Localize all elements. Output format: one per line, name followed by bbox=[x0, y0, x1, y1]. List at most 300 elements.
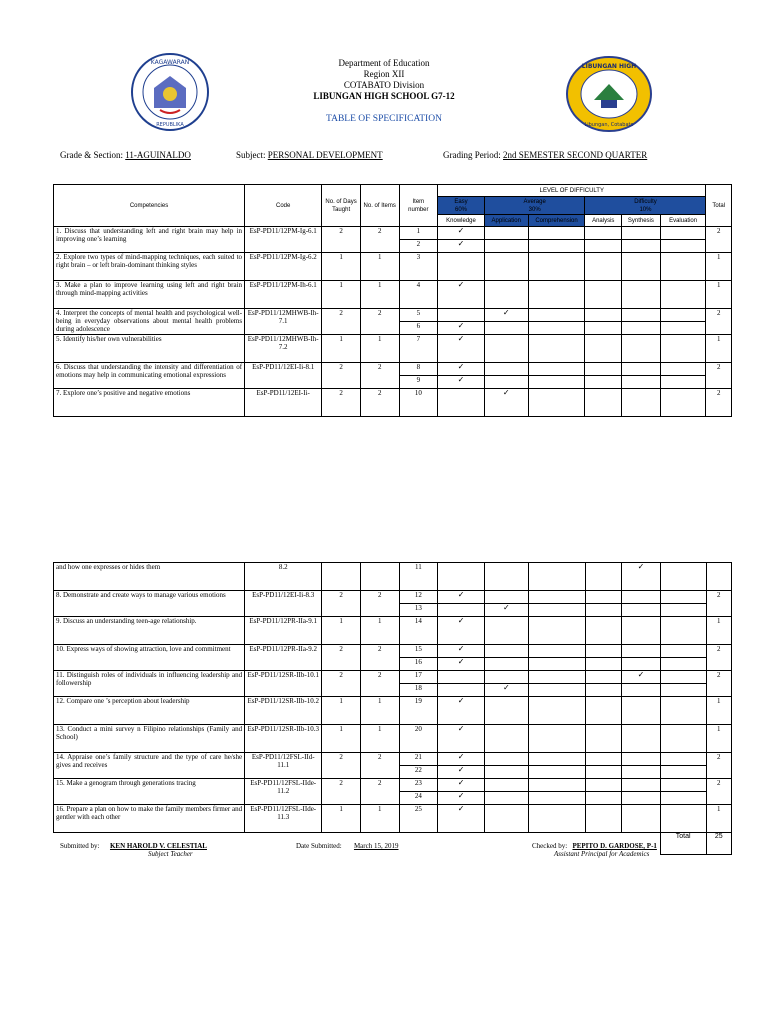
level-cell bbox=[484, 725, 528, 753]
level-cell bbox=[622, 617, 661, 645]
item-number: 12 bbox=[399, 591, 438, 604]
table-row bbox=[54, 281, 732, 309]
level-cell bbox=[438, 684, 485, 697]
competency-text: 2. Explore two types of mind-mapping techniques, each suited to right brain – or left brain-dominant thinking styles bbox=[54, 253, 245, 281]
check-mark: ✓ bbox=[438, 240, 485, 253]
col-average: Average 30% bbox=[484, 197, 585, 215]
level-cell bbox=[622, 792, 661, 805]
competency-text: 8. Demonstrate and create ways to manage various emotions bbox=[54, 591, 245, 617]
level-cell bbox=[660, 363, 706, 376]
col-items: No. of Items bbox=[360, 185, 399, 227]
table-row bbox=[54, 805, 732, 833]
competency-text: 11. Distinguish roles of individuals in influencing leadership and followership bbox=[54, 671, 245, 697]
competency-code: EsP-PD11/12FSL-IId-11.1 bbox=[245, 753, 322, 779]
check-mark: ✓ bbox=[438, 281, 485, 309]
level-cell bbox=[660, 604, 706, 617]
days-taught: 1 bbox=[322, 253, 361, 281]
col-days: No. of Days Taught bbox=[322, 185, 361, 227]
level-cell bbox=[660, 645, 706, 658]
competency-text: 1. Discuss that understanding left and right brain may help in improving one’s learning bbox=[54, 227, 245, 253]
level-cell bbox=[528, 697, 585, 725]
item-number: 23 bbox=[399, 779, 438, 792]
level-cell bbox=[484, 363, 528, 376]
num-items: 1 bbox=[360, 281, 399, 309]
item-number: 19 bbox=[399, 697, 438, 725]
days-taught: 2 bbox=[322, 753, 361, 779]
check-mark: ✓ bbox=[438, 591, 485, 604]
competency-code: EsP-PD11/12EI-Ii-8.1 bbox=[245, 363, 322, 389]
document-title: TABLE OF SPECIFICATION bbox=[326, 114, 442, 124]
level-cell bbox=[660, 563, 706, 591]
item-number: 8 bbox=[399, 363, 438, 376]
level-cell bbox=[528, 389, 585, 417]
spec-table-part1 bbox=[53, 184, 732, 417]
level-cell bbox=[585, 697, 622, 725]
competency-code: EsP-PD11/12PM-Ig-6.1 bbox=[245, 227, 322, 253]
item-number: 10 bbox=[399, 389, 438, 417]
num-items: 1 bbox=[360, 725, 399, 753]
level-cell bbox=[622, 309, 661, 322]
level-cell bbox=[528, 363, 585, 376]
check-mark: ✓ bbox=[484, 684, 528, 697]
level-cell bbox=[622, 684, 661, 697]
level-cell bbox=[585, 684, 622, 697]
item-number: 5 bbox=[399, 309, 438, 322]
dept-name: Department of Education bbox=[338, 58, 430, 68]
level-cell bbox=[660, 591, 706, 604]
competency-code: EsP-PD11/12SR-IIb-10.2 bbox=[245, 697, 322, 725]
level-cell bbox=[622, 753, 661, 766]
level-cell bbox=[585, 322, 622, 335]
competency-code: EsP-PD11/12SR-IIb-10.3 bbox=[245, 725, 322, 753]
level-cell bbox=[528, 281, 585, 309]
level-cell bbox=[484, 753, 528, 766]
level-cell bbox=[585, 563, 622, 591]
competency-text: 9. Discuss an understanding teen-age relationship. bbox=[54, 617, 245, 645]
num-items: 2 bbox=[360, 591, 399, 617]
check-mark: ✓ bbox=[438, 779, 485, 792]
level-cell bbox=[528, 779, 585, 792]
level-cell bbox=[528, 645, 585, 658]
competency-code: EsP-PD11/12FSL-IIde-11.2 bbox=[245, 779, 322, 805]
check-mark: ✓ bbox=[438, 792, 485, 805]
level-cell bbox=[484, 805, 528, 833]
level-cell bbox=[585, 389, 622, 417]
table-row bbox=[54, 335, 732, 363]
item-number: 21 bbox=[399, 753, 438, 766]
level-cell bbox=[528, 322, 585, 335]
level-cell bbox=[438, 604, 485, 617]
subject: Subject: PERSONAL DEVELOPMENT bbox=[236, 150, 383, 160]
level-cell bbox=[585, 363, 622, 376]
competency-code: EsP-PD11/12SR-IIb-10.1 bbox=[245, 671, 322, 697]
level-cell bbox=[660, 389, 706, 417]
competency-code: EsP-PD11/12FSL-IIde-11.3 bbox=[245, 805, 322, 833]
days-taught: 2 bbox=[322, 389, 361, 417]
level-cell bbox=[528, 792, 585, 805]
level-cell bbox=[484, 253, 528, 281]
level-cell bbox=[660, 309, 706, 322]
level-cell bbox=[484, 563, 528, 591]
period-value: 2nd SEMESTER SECOND QUARTER bbox=[503, 150, 648, 160]
check-mark: ✓ bbox=[622, 563, 661, 591]
col-knowledge: Knowledge bbox=[438, 215, 485, 227]
col-code: Code bbox=[245, 185, 322, 227]
row-total: 1 bbox=[706, 697, 731, 725]
level-cell bbox=[660, 658, 706, 671]
level-cell bbox=[438, 309, 485, 322]
date-value: March 15, 2019 bbox=[353, 842, 399, 850]
level-cell bbox=[484, 779, 528, 792]
checker-name: PEPITO D. GARDOSE, P-1 bbox=[572, 842, 657, 850]
spec-table-part2 bbox=[53, 562, 732, 855]
check-mark: ✓ bbox=[438, 697, 485, 725]
num-items: 1 bbox=[360, 805, 399, 833]
level-cell bbox=[528, 376, 585, 389]
table-row bbox=[54, 591, 732, 604]
level-cell bbox=[585, 725, 622, 753]
submitted-by: Submitted by: KEN HAROLD V. CELESTIAL Subject Teacher bbox=[60, 842, 207, 858]
competency-code: EsP-PD11/12MHWB-Ih-7.2 bbox=[245, 335, 322, 363]
level-cell bbox=[484, 617, 528, 645]
col-difficulty: Difficulty 10% bbox=[585, 197, 706, 215]
level-cell bbox=[585, 281, 622, 309]
level-cell bbox=[484, 697, 528, 725]
level-cell bbox=[585, 335, 622, 363]
num-items: 2 bbox=[360, 309, 399, 335]
competency-text: 14. Appraise one’s family structure and the type of care he/she gives and receives bbox=[54, 753, 245, 779]
level-cell bbox=[660, 335, 706, 363]
col-synthesis: Synthesis bbox=[622, 215, 661, 227]
level-cell bbox=[585, 591, 622, 604]
col-easy: Easy 60% bbox=[438, 197, 485, 215]
level-cell bbox=[484, 671, 528, 684]
row-total: 1 bbox=[706, 617, 731, 645]
teacher-name: KEN HAROLD V. CELESTIAL bbox=[109, 842, 207, 850]
competency-text: 6. Discuss that understanding the intensity and differentiation of emotions may help in communicating emotional expressions bbox=[54, 363, 245, 389]
level-cell bbox=[660, 725, 706, 753]
level-cell bbox=[660, 753, 706, 766]
level-cell bbox=[484, 591, 528, 604]
item-number: 6 bbox=[399, 322, 438, 335]
level-cell bbox=[528, 725, 585, 753]
level-cell bbox=[622, 604, 661, 617]
col-item-number: Item number bbox=[399, 185, 438, 227]
item-number: 14 bbox=[399, 617, 438, 645]
competency-text: 5. Identify his/her own vulnerabilities bbox=[54, 335, 245, 363]
level-cell bbox=[585, 658, 622, 671]
check-mark: ✓ bbox=[484, 389, 528, 417]
level-cell bbox=[622, 376, 661, 389]
level-cell bbox=[585, 376, 622, 389]
table-row bbox=[54, 227, 732, 240]
table-row bbox=[54, 563, 732, 591]
competency-code: EsP-PD11/12PM-Ih-6.1 bbox=[245, 281, 322, 309]
col-evaluation: Evaluation bbox=[660, 215, 706, 227]
level-cell bbox=[585, 766, 622, 779]
item-number: 22 bbox=[399, 766, 438, 779]
level-cell bbox=[484, 645, 528, 658]
num-items: 1 bbox=[360, 617, 399, 645]
competency-text: 12. Compare one ’s perception about leadership bbox=[54, 697, 245, 725]
days-taught: 1 bbox=[322, 281, 361, 309]
competency-text: and how one expresses or hides them bbox=[54, 563, 245, 591]
level-cell bbox=[484, 766, 528, 779]
level-cell bbox=[484, 335, 528, 363]
competency-text: 16. Prepare a plan on how to make the family members firmer and gentler with each other bbox=[54, 805, 245, 833]
level-cell bbox=[585, 253, 622, 281]
level-cell bbox=[622, 281, 661, 309]
level-cell bbox=[528, 604, 585, 617]
col-level-difficulty: LEVEL OF DIFFICULTY bbox=[438, 185, 706, 197]
region-name: Region XII bbox=[363, 69, 405, 79]
level-cell bbox=[660, 684, 706, 697]
table-row bbox=[54, 645, 732, 658]
level-cell bbox=[484, 322, 528, 335]
days-taught bbox=[322, 563, 361, 591]
days-taught: 2 bbox=[322, 227, 361, 253]
competency-code: EsP-PD11/12PR-IIa-9.1 bbox=[245, 617, 322, 645]
row-total: 2 bbox=[706, 363, 732, 389]
check-mark: ✓ bbox=[438, 335, 485, 363]
item-number: 1 bbox=[399, 227, 438, 240]
level-cell bbox=[660, 671, 706, 684]
competency-code: 8.2 bbox=[245, 563, 322, 591]
num-items: 2 bbox=[360, 753, 399, 779]
days-taught: 1 bbox=[322, 697, 361, 725]
level-cell bbox=[585, 792, 622, 805]
item-number: 9 bbox=[399, 376, 438, 389]
competency-code: EsP-PD11/12PM-Ig-6.2 bbox=[245, 253, 322, 281]
row-total: 2 bbox=[706, 779, 731, 805]
checker-role: Assistant Principal for Academics bbox=[554, 850, 650, 858]
level-cell bbox=[660, 697, 706, 725]
level-cell bbox=[528, 671, 585, 684]
col-competencies: Competencies bbox=[54, 185, 245, 227]
days-taught: 1 bbox=[322, 617, 361, 645]
check-mark: ✓ bbox=[438, 376, 485, 389]
row-total: 2 bbox=[706, 591, 731, 617]
col-analysis: Analysis bbox=[585, 215, 622, 227]
level-cell bbox=[528, 617, 585, 645]
num-items: 2 bbox=[360, 645, 399, 671]
level-cell bbox=[660, 376, 706, 389]
level-cell bbox=[622, 805, 661, 833]
check-mark: ✓ bbox=[438, 766, 485, 779]
school-name: LIBUNGAN HIGH SCHOOL G7-12 bbox=[313, 91, 455, 101]
competency-code: EsP-PD11/12EI-Ii-8.3 bbox=[245, 591, 322, 617]
level-cell bbox=[622, 363, 661, 376]
days-taught: 2 bbox=[322, 645, 361, 671]
num-items: 1 bbox=[360, 253, 399, 281]
level-cell bbox=[622, 725, 661, 753]
level-cell bbox=[660, 779, 706, 792]
level-cell bbox=[484, 227, 528, 240]
level-cell bbox=[660, 617, 706, 645]
division-name: COTABATO Division bbox=[343, 80, 425, 90]
teacher-role: Subject Teacher bbox=[148, 850, 193, 858]
level-cell bbox=[585, 753, 622, 766]
num-items: 2 bbox=[360, 363, 399, 389]
grading-period: Grading Period: 2nd SEMESTER SECOND QUARTER bbox=[443, 150, 648, 160]
level-cell bbox=[622, 240, 661, 253]
num-items: 1 bbox=[360, 335, 399, 363]
level-cell bbox=[528, 240, 585, 253]
check-mark: ✓ bbox=[484, 309, 528, 322]
row-total: 1 bbox=[706, 725, 731, 753]
level-cell bbox=[622, 697, 661, 725]
level-cell bbox=[622, 335, 661, 363]
level-cell bbox=[438, 253, 485, 281]
days-taught: 1 bbox=[322, 725, 361, 753]
num-items: 2 bbox=[360, 389, 399, 417]
level-cell bbox=[585, 617, 622, 645]
row-total: 2 bbox=[706, 671, 731, 697]
level-cell bbox=[585, 805, 622, 833]
competency-text: 13. Conduct a mini survey n Filipino relationships (Family and School) bbox=[54, 725, 245, 753]
days-taught: 2 bbox=[322, 591, 361, 617]
competency-code: EsP-PD11/12EI-Ii- bbox=[245, 389, 322, 417]
table-row bbox=[54, 309, 732, 322]
table-row bbox=[54, 389, 732, 417]
days-taught: 2 bbox=[322, 779, 361, 805]
level-cell bbox=[585, 671, 622, 684]
item-number: 3 bbox=[399, 253, 438, 281]
level-cell bbox=[484, 240, 528, 253]
num-items bbox=[360, 563, 399, 591]
level-cell bbox=[622, 779, 661, 792]
level-cell bbox=[484, 281, 528, 309]
level-cell bbox=[660, 227, 706, 240]
date-submitted: Date Submitted: March 15, 2019 bbox=[296, 842, 399, 850]
check-mark: ✓ bbox=[622, 671, 661, 684]
grade-section: Grade & Section: 11-AGUINALDO bbox=[60, 150, 191, 160]
level-cell bbox=[528, 563, 585, 591]
check-mark: ✓ bbox=[438, 322, 485, 335]
level-cell bbox=[528, 805, 585, 833]
num-items: 2 bbox=[360, 227, 399, 253]
competency-text: 10. Express ways of showing attraction, love and commitment bbox=[54, 645, 245, 671]
level-cell bbox=[660, 281, 706, 309]
level-cell bbox=[528, 253, 585, 281]
row-total: 1 bbox=[706, 335, 732, 363]
level-cell bbox=[528, 335, 585, 363]
level-cell bbox=[585, 645, 622, 658]
level-cell bbox=[528, 309, 585, 322]
table-row bbox=[54, 779, 732, 792]
grand-total-value: 25 bbox=[706, 833, 731, 855]
level-cell bbox=[622, 591, 661, 604]
table-row bbox=[54, 697, 732, 725]
level-cell bbox=[438, 389, 485, 417]
table-row bbox=[54, 671, 732, 684]
item-number: 4 bbox=[399, 281, 438, 309]
level-cell bbox=[622, 658, 661, 671]
num-items: 1 bbox=[360, 697, 399, 725]
level-cell bbox=[484, 376, 528, 389]
item-number: 17 bbox=[399, 671, 438, 684]
subject-value: PERSONAL DEVELOPMENT bbox=[267, 150, 383, 160]
competency-text: 15. Make a genogram through generations tracing bbox=[54, 779, 245, 805]
svg-text:Libungan, Cotabato: Libungan, Cotabato bbox=[584, 122, 634, 128]
item-number: 15 bbox=[399, 645, 438, 658]
level-cell bbox=[622, 389, 661, 417]
num-items: 2 bbox=[360, 671, 399, 697]
days-taught: 2 bbox=[322, 363, 361, 389]
days-taught: 1 bbox=[322, 805, 361, 833]
item-number: 18 bbox=[399, 684, 438, 697]
level-cell bbox=[660, 322, 706, 335]
num-items: 2 bbox=[360, 779, 399, 805]
item-number: 13 bbox=[399, 604, 438, 617]
row-total: 1 bbox=[706, 281, 732, 309]
table-row bbox=[54, 617, 732, 645]
item-number: 11 bbox=[399, 563, 438, 591]
level-cell bbox=[484, 658, 528, 671]
row-total: 2 bbox=[706, 645, 731, 671]
table-row bbox=[54, 725, 732, 753]
col-comprehension: Comprehension bbox=[528, 215, 585, 227]
level-cell bbox=[622, 645, 661, 658]
grand-total-label: Total bbox=[660, 833, 706, 855]
row-total: 1 bbox=[706, 805, 731, 833]
level-cell bbox=[528, 753, 585, 766]
checked-by: Checked by: PEPITO D. GARDOSE, P-1 Assistant Principal for Academics bbox=[532, 842, 657, 858]
document-header bbox=[0, 58, 768, 125]
competency-code: EsP-PD11/12MHWB-Ih-7.1 bbox=[245, 309, 322, 335]
row-total: 2 bbox=[706, 389, 732, 417]
item-number: 16 bbox=[399, 658, 438, 671]
level-cell bbox=[585, 604, 622, 617]
level-cell bbox=[622, 227, 661, 240]
row-total: 2 bbox=[706, 309, 732, 335]
check-mark: ✓ bbox=[438, 645, 485, 658]
svg-text:REPUBLIKA: REPUBLIKA bbox=[156, 122, 184, 128]
table-row bbox=[54, 363, 732, 376]
col-application: Application bbox=[484, 215, 528, 227]
grade-value: 11-AGUINALDO bbox=[125, 150, 191, 160]
row-total bbox=[706, 563, 731, 591]
days-taught: 2 bbox=[322, 671, 361, 697]
competency-text: 7. Explore one’s positive and negative emotions bbox=[54, 389, 245, 417]
level-cell bbox=[585, 779, 622, 792]
level-cell bbox=[622, 322, 661, 335]
level-cell bbox=[484, 792, 528, 805]
item-number: 24 bbox=[399, 792, 438, 805]
level-cell bbox=[528, 684, 585, 697]
level-cell bbox=[528, 591, 585, 604]
level-cell bbox=[660, 792, 706, 805]
check-mark: ✓ bbox=[438, 227, 485, 240]
check-mark: ✓ bbox=[484, 604, 528, 617]
check-mark: ✓ bbox=[438, 658, 485, 671]
level-cell bbox=[528, 227, 585, 240]
level-cell bbox=[585, 227, 622, 240]
level-cell bbox=[585, 309, 622, 322]
svg-text:KAGAWARAN: KAGAWARAN bbox=[150, 59, 190, 66]
row-total: 2 bbox=[706, 753, 731, 779]
days-taught: 1 bbox=[322, 335, 361, 363]
check-mark: ✓ bbox=[438, 753, 485, 766]
level-cell bbox=[622, 766, 661, 779]
level-cell bbox=[622, 253, 661, 281]
check-mark: ✓ bbox=[438, 617, 485, 645]
check-mark: ✓ bbox=[438, 363, 485, 376]
item-number: 7 bbox=[399, 335, 438, 363]
item-number: 2 bbox=[399, 240, 438, 253]
svg-text:LIBUNGAN HIGH: LIBUNGAN HIGH bbox=[581, 63, 637, 70]
level-cell bbox=[528, 766, 585, 779]
